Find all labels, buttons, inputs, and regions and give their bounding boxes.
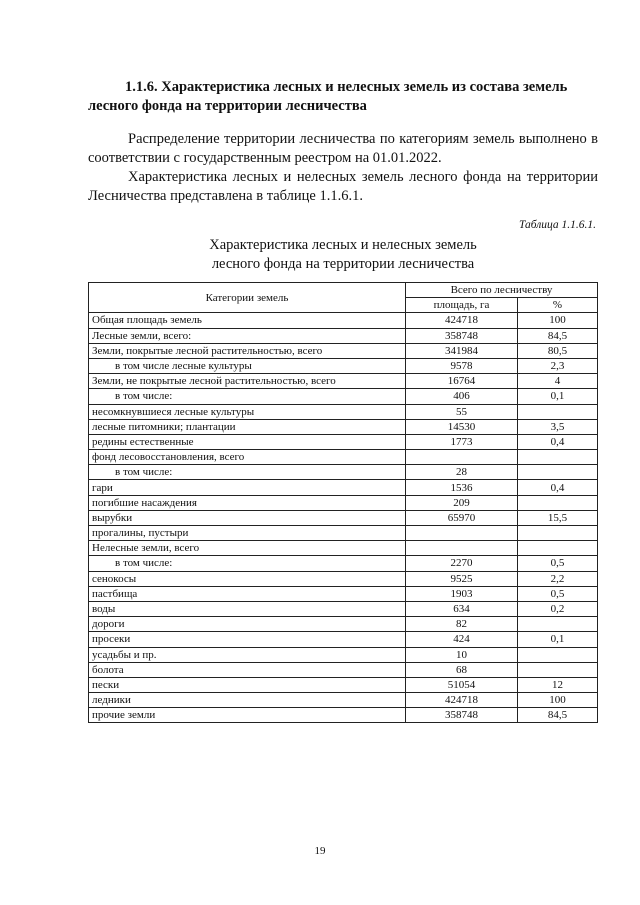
section-heading-line1: 1.1.6. Характеристика лесных и нелесных земель из состава земель <box>125 79 568 95</box>
row-category-cell: вырубки <box>89 510 406 525</box>
table-title-line2: лесного фонда на территории лесничества <box>211 256 475 272</box>
row-category-cell: дороги <box>89 617 406 632</box>
table-row <box>89 419 598 434</box>
row-percent-cell: 84,5 <box>518 708 598 723</box>
table-row <box>89 662 598 677</box>
row-percent-cell: 84,5 <box>518 328 598 343</box>
table-row <box>89 404 598 419</box>
row-percent-cell: 0,4 <box>518 480 598 495</box>
row-category-cell: в том числе: <box>89 465 406 480</box>
row-area-cell: 82 <box>406 617 518 632</box>
row-category-cell: прогалины, пустыри <box>89 526 406 541</box>
row-percent-cell: 12 <box>518 677 598 692</box>
row-percent-cell: 0,2 <box>518 601 598 616</box>
header-category: Категории земель <box>89 283 406 313</box>
row-percent-cell <box>518 617 598 632</box>
header-area: площадь, га <box>406 298 518 313</box>
row-percent-cell <box>518 404 598 419</box>
section-heading <box>88 78 598 116</box>
row-category-cell: в том числе: <box>89 389 406 404</box>
row-percent-cell: 100 <box>518 693 598 708</box>
row-category-cell: усадьбы и пр. <box>89 647 406 662</box>
row-percent-cell <box>518 541 598 556</box>
row-percent-cell: 2,3 <box>518 358 598 373</box>
row-area-cell: 14530 <box>406 419 518 434</box>
row-category-cell: болота <box>89 662 406 677</box>
table-row <box>89 677 598 692</box>
row-percent-cell: 100 <box>518 313 598 328</box>
row-percent-cell: 3,5 <box>518 419 598 434</box>
header-total: Всего по лесничеству <box>406 283 598 298</box>
row-category-cell: Общая площадь земель <box>89 313 406 328</box>
table-row <box>89 617 598 632</box>
row-percent-cell: 0,1 <box>518 389 598 404</box>
row-area-cell: 341984 <box>406 343 518 358</box>
row-category-cell: в том числе: <box>89 556 406 571</box>
row-percent-cell: 0,5 <box>518 586 598 601</box>
table-row <box>89 389 598 404</box>
row-percent-cell <box>518 526 598 541</box>
row-area-cell: 2270 <box>406 556 518 571</box>
row-area-cell: 424718 <box>406 313 518 328</box>
row-area-cell: 65970 <box>406 510 518 525</box>
table-label: Таблица 1.1.6.1. <box>518 219 596 231</box>
table-row <box>89 450 598 465</box>
table-title-line1: Характеристика лесных и нелесных земель <box>209 237 477 253</box>
row-category-cell: фонд лесовосстановления, всего <box>89 450 406 465</box>
row-category-cell: пески <box>89 677 406 692</box>
table-row <box>89 541 598 556</box>
table-row <box>89 480 598 495</box>
table-row <box>89 693 598 708</box>
row-category-cell: в том числе лесные культуры <box>89 358 406 373</box>
row-area-cell: 9578 <box>406 358 518 373</box>
row-area-cell: 28 <box>406 465 518 480</box>
row-percent-cell <box>518 662 598 677</box>
table-row <box>89 632 598 647</box>
row-percent-cell: 80,5 <box>518 343 598 358</box>
table-row <box>89 495 598 510</box>
paragraph-characteristics: Характеристика лесных и нелесных земель лесного фонда на территории Лесничества представлена в таблице 1.1.6.1. <box>88 169 598 204</box>
table-row <box>89 374 598 389</box>
row-area-cell: 424718 <box>406 693 518 708</box>
row-area-cell: 634 <box>406 601 518 616</box>
row-category-cell: Нелесные земли, всего <box>89 541 406 556</box>
row-area-cell <box>406 450 518 465</box>
table-row <box>89 556 598 571</box>
table-title <box>88 236 598 274</box>
table-row <box>89 571 598 586</box>
page-number: 19 <box>314 845 326 857</box>
land-categories-table <box>88 282 598 723</box>
row-area-cell: 9525 <box>406 571 518 586</box>
row-percent-cell: 15,5 <box>518 510 598 525</box>
table-row <box>89 465 598 480</box>
row-category-cell: Земли, покрытые лесной растительностью, всего <box>89 343 406 358</box>
row-area-cell: 1536 <box>406 480 518 495</box>
table-row <box>89 647 598 662</box>
row-category-cell: гари <box>89 480 406 495</box>
row-category-cell: воды <box>89 601 406 616</box>
row-category-cell: Земли, не покрытые лесной растительностью, всего <box>89 374 406 389</box>
row-area-cell: 358748 <box>406 328 518 343</box>
row-percent-cell <box>518 450 598 465</box>
table-row <box>89 343 598 358</box>
table-row <box>89 526 598 541</box>
row-category-cell: редины естественные <box>89 434 406 449</box>
section-heading-line2: лесного фонда на территории лесничества <box>88 98 367 114</box>
row-category-cell: несомкнувшиеся лесные культуры <box>89 404 406 419</box>
row-percent-cell: 2,2 <box>518 571 598 586</box>
row-area-cell: 1773 <box>406 434 518 449</box>
table-row <box>89 510 598 525</box>
row-area-cell: 209 <box>406 495 518 510</box>
row-category-cell: прочие земли <box>89 708 406 723</box>
row-area-cell: 424 <box>406 632 518 647</box>
row-percent-cell: 0,5 <box>518 556 598 571</box>
row-area-cell <box>406 526 518 541</box>
table-row <box>89 313 598 328</box>
row-area-cell: 51054 <box>406 677 518 692</box>
row-category-cell: ледники <box>89 693 406 708</box>
table-row <box>89 601 598 616</box>
row-percent-cell <box>518 647 598 662</box>
row-area-cell: 68 <box>406 662 518 677</box>
row-area-cell: 55 <box>406 404 518 419</box>
header-percent: % <box>518 298 598 313</box>
row-category-cell: Лесные земли, всего: <box>89 328 406 343</box>
table-row <box>89 434 598 449</box>
row-percent-cell: 4 <box>518 374 598 389</box>
row-percent-cell <box>518 465 598 480</box>
row-area-cell: 406 <box>406 389 518 404</box>
paragraph-distribution: Распределение территории лесничества по категориям земель выполнено в соответствии с государственным реестром на 01.01.2022. <box>88 131 598 166</box>
row-category-cell: сенокосы <box>89 571 406 586</box>
row-percent-cell: 0,4 <box>518 434 598 449</box>
table-row <box>89 358 598 373</box>
row-area-cell <box>406 541 518 556</box>
table-row <box>89 708 598 723</box>
row-category-cell: погибшие насаждения <box>89 495 406 510</box>
row-area-cell: 1903 <box>406 586 518 601</box>
row-category-cell: просеки <box>89 632 406 647</box>
row-category-cell: пастбища <box>89 586 406 601</box>
row-category-cell: лесные питомники; плантации <box>89 419 406 434</box>
row-area-cell: 16764 <box>406 374 518 389</box>
table-row <box>89 586 598 601</box>
row-percent-cell <box>518 495 598 510</box>
row-percent-cell: 0,1 <box>518 632 598 647</box>
row-area-cell: 10 <box>406 647 518 662</box>
row-area-cell: 358748 <box>406 708 518 723</box>
table-row <box>89 328 598 343</box>
